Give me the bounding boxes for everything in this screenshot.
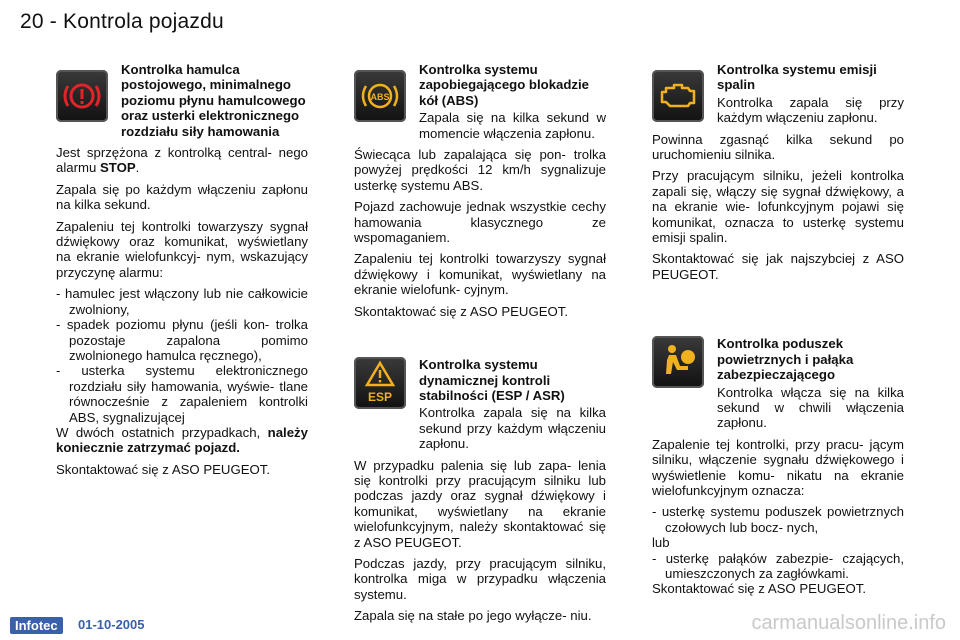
- abs-p1: Świecąca lub zapalająca się pon- trolka powyżej prędkości 12 km/h sygnalizuje usterkę systemu ABS.: [354, 147, 606, 193]
- engine-emission-icon: [652, 70, 704, 122]
- list-item: - usterka systemu elektronicznego rozdziału siły hamowania, wyświe- tlane równocześnie z zapaleniem kontrolki ABS, sygnalizującej: [56, 363, 308, 425]
- abs-p2: Pojazd zachowuje jednak wszystkie cechy hamowania klasycznego ze wspomaganiem.: [354, 199, 606, 246]
- page-header: 20 - Kontrola pojazdu: [20, 10, 224, 33]
- airbag-list-2: [652, 551, 904, 582]
- abs-title: Kontrolka systemu zapobiegającego blokadzie kół (ABS): [419, 62, 590, 108]
- emission-p3: Skontaktować się jak najszybciej z ASO PEUGEOT.: [652, 251, 904, 282]
- column-brake: [56, 62, 308, 483]
- airbag-list: [652, 504, 904, 535]
- esp-p2: Podczas jazdy, przy pracującym silniku, kontrolka miga w przypadku włączenia systemu.: [354, 555, 606, 602]
- emission-intro: Kontrolka zapala się przy każdym włączeniu zapłonu.: [717, 94, 904, 126]
- brake-list: [56, 286, 308, 425]
- esp-warning-icon: [354, 357, 406, 409]
- list-item: - hamulec jest włączony lub nie całkowicie zwolniony,: [56, 286, 308, 317]
- column-emission-airbag: [652, 62, 904, 603]
- airbag-p2: Skontaktować się z ASO PEUGEOT.: [652, 581, 867, 597]
- esp-title: Kontrolka systemu dynamicznej kontroli stabilności (ESP / ASR): [419, 357, 565, 403]
- list-item: - spadek poziomu płynu (jeśli kon- trolka pozostaje zapalona pomimo zwolnionego hamulca ręcznego),: [56, 317, 308, 363]
- brake-p2: Zapala się po każdym włączeniu zapłonu na kilka sekund.: [56, 181, 308, 213]
- abs-p3: Zapaleniu tej kontrolki towarzyszy sygnał dźwiękowy i komunikat, wyświetlany na ekranie wielofunk- cyjnym.: [354, 251, 606, 298]
- esp-p1: W przypadku palenia się lub zapa- lenia się kontrolki przy pracującym silniku lub podczas jazdy oraz sygnał dźwiękowy i komunikat, wyświetlany na ekranie wielofunkcyjnym, należy skontaktować się z ASO PEUGEOT.: [354, 457, 606, 550]
- brake-p4: W dwóch ostatnich przypadkach, należy koniecznie zatrzymać pojazd.: [56, 424, 308, 456]
- emission-p2: Przy pracującym silniku, jeżeli kontrolka zapali się, włączy się sygnał dźwiękowy, a na ekranie wie- lofunkcyjnym pojawi się komunikat, oznacza to usterkę systemu emisji spalin.: [652, 168, 904, 246]
- emission-p1: Powinna zgasnąć kilka sekund po uruchomieniu silnika.: [652, 131, 904, 163]
- abs-p4: Skontaktować się z ASO PEUGEOT.: [354, 303, 569, 319]
- airbag-p1: Zapalenie tej kontrolki, przy pracu- jącym silniku, włączenie sygnału dźwiękowego i wyświetlenie komu- nikatu na ekranie wielofunkcyjnym oznacza:: [652, 436, 904, 498]
- stop-label: STOP: [99, 160, 136, 176]
- brake-title: Kontrolka hamulca postojowego, minimalnego poziomu płynu hamulcowego oraz usterki elektronicznego rozdziału siły hamowania: [121, 62, 306, 139]
- airbag-title: Kontrolka poduszek powietrznych i pałąka zabezpieczającego: [717, 336, 854, 383]
- abs-intro: Zapala się na kilka sekund w momencie włączenia zapłonu.: [419, 110, 606, 141]
- list-item: - usterkę systemu poduszek powietrznych czołowych lub bocz- nych,: [652, 504, 904, 535]
- brake-warning-icon: [56, 70, 108, 122]
- esp-intro: Kontrolka zapala się na kilka sekund przy każdym włączeniu zapłonu.: [419, 405, 606, 452]
- brake-p5: Skontaktować się z ASO PEUGEOT.: [56, 461, 271, 477]
- airbag-warning-icon: [652, 336, 704, 388]
- svg-text:ABS: ABS: [370, 92, 390, 102]
- svg-text:ESP: ESP: [367, 390, 393, 405]
- airbag-lub: lub: [652, 535, 670, 551]
- list-item: - usterkę pałąków zabezpie- czających, umieszczonych za zagłówkami.: [652, 550, 904, 581]
- footer-date: 01-10-2005: [78, 617, 145, 632]
- emission-title: Kontrolka systemu emisji spalin: [717, 62, 877, 93]
- brake-p3: Zapaleniu tej kontrolki towarzyszy sygnał dźwiękowy oraz komunikat, wyświetlany na ekranie wielofunkcyj- nym, wskazujący przyczynę alarmu:: [56, 218, 308, 280]
- infotec-logo: Infotec: [10, 617, 63, 634]
- watermark: carmanualsonline.info: [751, 612, 946, 634]
- esp-p3: Zapala się na stałe po jego wyłącze- niu.: [354, 608, 592, 624]
- airbag-intro: Kontrolka włącza się na kilka sekund w chwili włączenia zapłonu.: [717, 384, 904, 431]
- brake-p1: Jest sprzężona z kontrolką central- nego alarmu STOP.: [56, 145, 308, 176]
- abs-warning-icon: [354, 70, 406, 122]
- column-abs-esp: [354, 62, 606, 630]
